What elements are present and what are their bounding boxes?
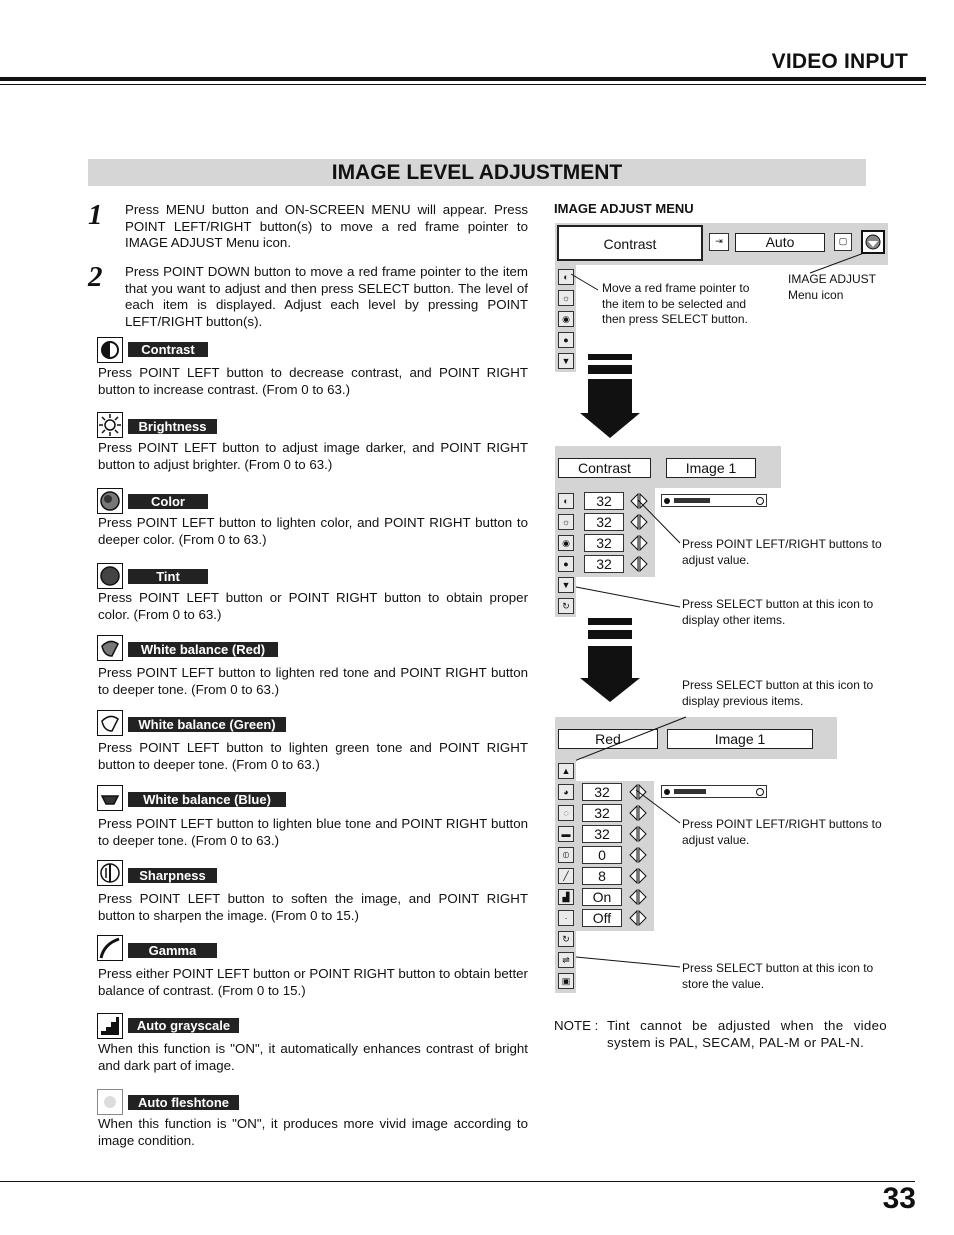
- color-icon: [97, 488, 123, 514]
- page-number: 33: [882, 1182, 916, 1215]
- auto-fleshtone-icon[interactable]: ·: [558, 910, 574, 926]
- item-desc-color: Press POINT LEFT button to lighten color, and POINT RIGHT button to deeper color. (From 0 to 63.): [98, 515, 528, 547]
- item-label-auto-fleshtone: Auto fleshtone: [128, 1095, 239, 1110]
- item-label-tint: Tint: [128, 569, 208, 584]
- value-green: 32: [582, 804, 622, 822]
- menu1-auto-box[interactable]: Auto: [735, 233, 825, 252]
- white-balance-red-icon: [97, 635, 123, 661]
- gamma-icon: [97, 935, 123, 961]
- menu1-note-right: IMAGE ADJUST Menu icon: [788, 272, 876, 302]
- up-arrow-icon[interactable]: ▲: [558, 763, 574, 779]
- value-auto-grayscale: On: [582, 888, 622, 906]
- item-desc-brightness: Press POINT LEFT button to adjust image darker, and POINT RIGHT button to adjust brighter. (From 0 to 63.): [98, 440, 528, 472]
- step-number-2: 2: [88, 261, 103, 293]
- menu3-note-adjust: Press POINT LEFT/RIGHT buttons to adjust value.: [682, 817, 882, 847]
- item-label-wb-green: White balance (Green): [128, 717, 286, 732]
- store-icon[interactable]: ▣: [558, 973, 574, 989]
- white-balance-green-icon[interactable]: ◌: [558, 805, 574, 821]
- menu3-pointer-line: [560, 710, 700, 770]
- value-sharpness: 0: [582, 846, 622, 864]
- item-desc-wb-red: Press POINT LEFT button to lighten red tone and POINT RIGHT button to deeper tone. (From 0 to 63.): [98, 665, 528, 697]
- tint-icon[interactable]: ●: [558, 556, 574, 572]
- color-icon[interactable]: ◉: [558, 535, 574, 551]
- note-label: NOTE :: [554, 1018, 599, 1033]
- white-balance-green-icon: [97, 710, 123, 736]
- step-number-1: 1: [88, 199, 103, 231]
- contrast-icon: [97, 337, 123, 363]
- menu1-contrast-box[interactable]: Contrast: [557, 225, 703, 261]
- slider-max-dot: [756, 497, 764, 505]
- menu1-note-left: Move a red frame pointer to the item to be selected and then press SELECT button.: [602, 281, 750, 326]
- slider-max-dot: [756, 788, 764, 796]
- tint-icon[interactable]: ●: [558, 332, 574, 348]
- auto-fleshtone-icon: [97, 1089, 123, 1115]
- item-label-wb-blue: White balance (Blue): [128, 792, 286, 807]
- item-label-sharpness: Sharpness: [128, 868, 217, 883]
- menu1-pointer-lines: [550, 245, 890, 305]
- item-desc-auto-fleshtone: When this function is "ON", it produces more vivid image according to image condition.: [98, 1116, 528, 1148]
- value-red: 32: [582, 783, 622, 801]
- more-items-icon[interactable]: ↻: [558, 598, 574, 614]
- item-desc-tint: Press POINT LEFT button or POINT RIGHT button to obtain proper color. (From 0 to 63.): [98, 590, 528, 622]
- header-rule: [0, 77, 926, 81]
- menu3-image-box[interactable]: Image 1: [667, 729, 813, 749]
- item-label-gamma: Gamma: [128, 943, 217, 958]
- step-text-2: Press POINT DOWN button to move a red frame pointer to the item that you want to adjust and then press SELECT button. The level of each item is displayed. Adjust each level by pressing POINT LEFT/RIGHT button(s).: [125, 264, 528, 329]
- menu2-note-other: Press SELECT button at this icon to display other items.: [682, 597, 874, 627]
- value-auto-fleshtone: Off: [582, 909, 622, 927]
- header-rule-thin: [0, 84, 926, 85]
- footer-rule: [0, 1181, 915, 1182]
- gamma-icon[interactable]: ╱: [558, 868, 574, 884]
- item-label-color: Color: [128, 494, 208, 509]
- value-brightness: 32: [584, 513, 624, 531]
- menu3-note-store: Press SELECT button at this icon to store the value.: [682, 961, 874, 991]
- page-title: IMAGE LEVEL ADJUSTMENT: [88, 159, 866, 186]
- down-arrow-icon[interactable]: ▼: [558, 353, 574, 369]
- color-icon[interactable]: ◉: [558, 311, 574, 327]
- down-arrow-icon: [578, 352, 644, 442]
- item-desc-gamma: Press either POINT LEFT button or POINT RIGHT button to obtain better balance of contrast. (From 0 to 15.): [98, 966, 528, 998]
- menu2-pointer-lines: [570, 495, 690, 615]
- sharpness-icon: [97, 860, 123, 886]
- value-gamma: 8: [582, 867, 622, 885]
- item-desc-wb-green: Press POINT LEFT button to lighten green tone and POINT RIGHT button to deeper tone. (From 0 to 63.): [98, 740, 528, 772]
- input-icon[interactable]: ⇥: [709, 233, 729, 251]
- contrast-icon[interactable]: ◐: [558, 269, 574, 285]
- auto-grayscale-icon[interactable]: ▟: [558, 889, 574, 905]
- brightness-icon[interactable]: ☼: [558, 514, 574, 530]
- brightness-icon: [97, 412, 123, 438]
- value-blue: 32: [582, 825, 622, 843]
- tint-icon: [97, 563, 123, 589]
- menu2-contrast-box[interactable]: Contrast: [558, 458, 651, 478]
- menu2-note-adjust: Press POINT LEFT/RIGHT buttons to adjust value.: [682, 537, 882, 567]
- value-color: 32: [584, 534, 624, 552]
- white-balance-blue-icon: [97, 785, 123, 811]
- screen-icon[interactable]: ▢: [834, 233, 852, 251]
- value-tint: 32: [584, 555, 624, 573]
- white-balance-blue-icon[interactable]: ▬: [558, 826, 574, 842]
- item-desc-wb-blue: Press POINT LEFT button to lighten blue tone and POINT RIGHT button to deeper tone. (From 0 to 63.): [98, 816, 528, 848]
- sharpness-icon[interactable]: ⦶: [558, 847, 574, 863]
- menu-title: IMAGE ADJUST MENU: [554, 201, 694, 216]
- reset-icon[interactable]: ⇌: [558, 952, 574, 968]
- item-desc-sharpness: Press POINT LEFT button to soften the image, and POINT RIGHT button to sharpen the image. (From 0 to 15.): [98, 891, 528, 923]
- brightness-icon[interactable]: ☼: [558, 290, 574, 306]
- item-label-contrast: Contrast: [128, 342, 208, 357]
- value-contrast: 32: [584, 492, 624, 510]
- item-label-wb-red: White balance (Red): [128, 642, 278, 657]
- contrast-icon[interactable]: ◐: [558, 493, 574, 509]
- menu2-image-box[interactable]: Image 1: [666, 458, 756, 478]
- white-balance-red-icon[interactable]: ◕: [558, 784, 574, 800]
- step-text-1: Press MENU button and ON-SCREEN MENU will appear. Press POINT LEFT/RIGHT button(s) to move a red frame pointer to IMAGE ADJUST Menu icon.: [125, 202, 528, 251]
- menu3-red-box[interactable]: Red: [558, 729, 658, 749]
- section-title: VIDEO INPUT: [771, 50, 908, 73]
- menu3-note-prev: Press SELECT button at this icon to display previous items.: [682, 678, 874, 708]
- item-label-auto-grayscale: Auto grayscale: [128, 1018, 239, 1033]
- menu3-pointer-lines: [570, 785, 690, 975]
- item-desc-contrast: Press POINT LEFT button to decrease contrast, and POINT RIGHT button to increase contrast. (From 0 to 63.): [98, 365, 528, 397]
- auto-grayscale-icon: [97, 1013, 123, 1039]
- note-text: Tint cannot be adjusted when the video system is PAL, SECAM, PAL-M or PAL-N.: [607, 1018, 887, 1050]
- item-label-brightness: Brightness: [128, 419, 217, 434]
- down-arrow-icon: [578, 616, 644, 706]
- item-desc-auto-grayscale: When this function is "ON", it automatically enhances contrast of bright and dark part of image.: [98, 1041, 528, 1073]
- more-items-icon[interactable]: ↻: [558, 931, 574, 947]
- down-arrow-icon[interactable]: ▼: [558, 577, 574, 593]
